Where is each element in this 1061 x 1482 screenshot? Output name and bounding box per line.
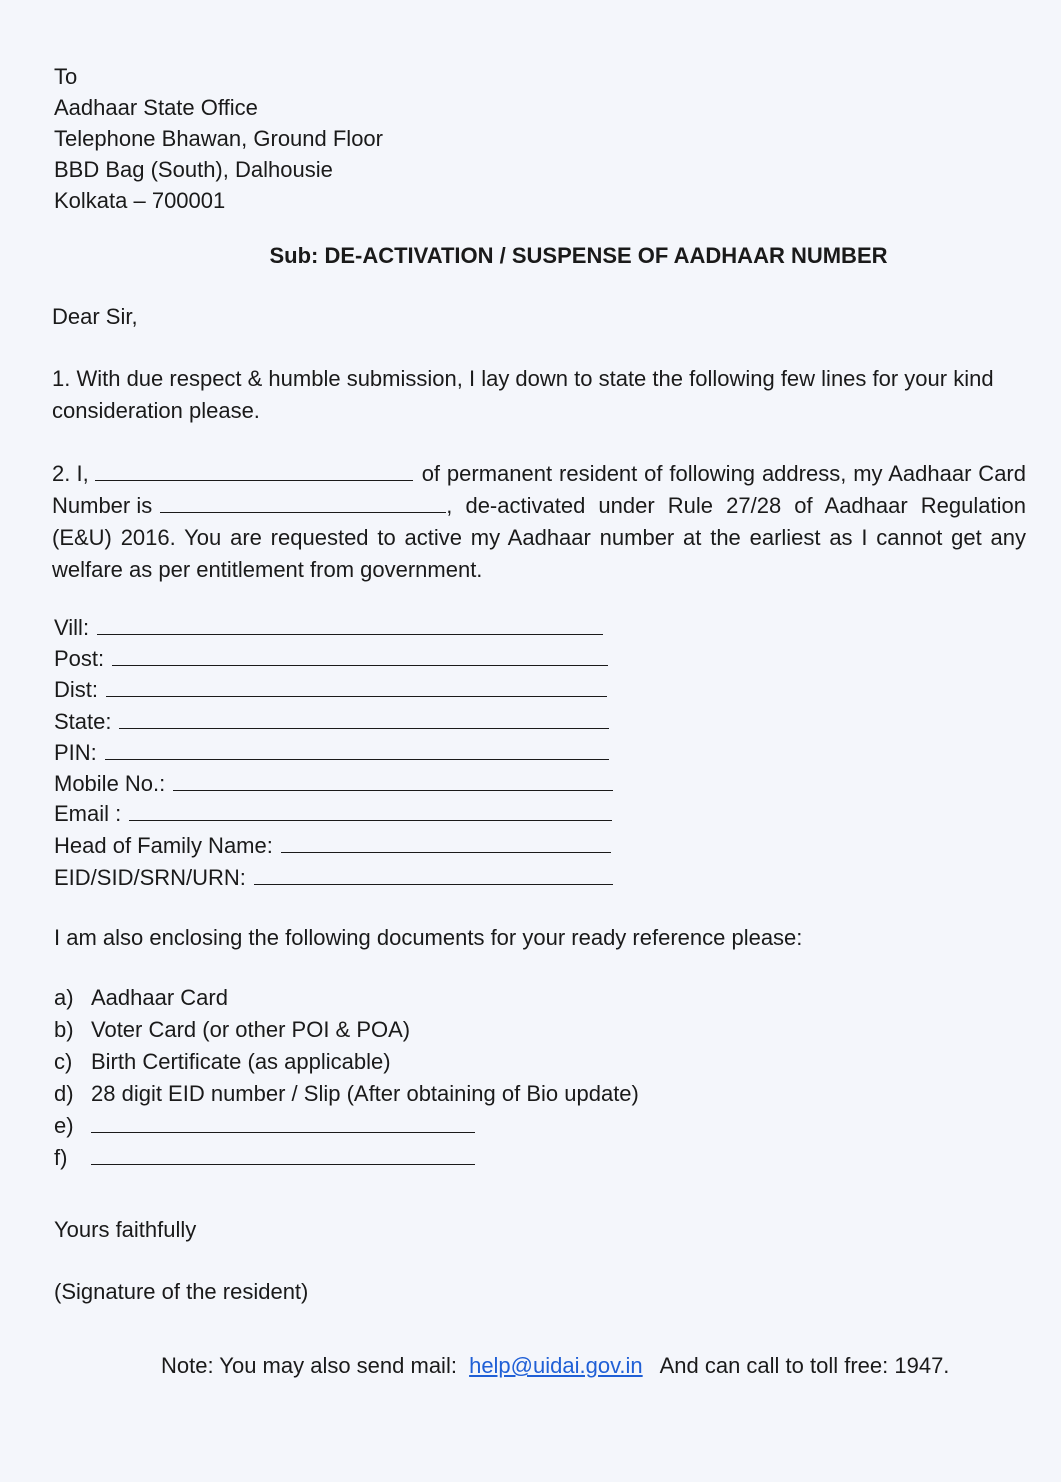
list-item	[54, 982, 639, 1014]
list-marker: a)	[54, 985, 74, 1010]
field-mobile	[54, 768, 613, 799]
para2-prefix: 2. I,	[52, 461, 89, 486]
field-label: Mobile No.:	[54, 771, 166, 796]
document-blank[interactable]	[91, 1144, 475, 1165]
field-vill	[54, 612, 603, 643]
field-line[interactable]	[173, 772, 613, 791]
address-line: BBD Bag (South), Dalhousie	[54, 157, 333, 182]
list-item	[54, 1142, 639, 1174]
footer-note	[161, 1353, 949, 1379]
address-line: Telephone Bhawan, Ground Floor	[54, 126, 383, 151]
field-label: Head of Family Name:	[54, 833, 273, 858]
list-item	[54, 1078, 639, 1110]
salutation: Dear Sir,	[52, 304, 138, 329]
name-blank[interactable]	[95, 460, 413, 481]
document-blank[interactable]	[91, 1112, 475, 1133]
field-label: Vill:	[54, 615, 90, 640]
field-label: Dist:	[54, 677, 98, 702]
field-eid	[54, 862, 613, 893]
field-line[interactable]	[281, 834, 611, 853]
address-line: Kolkata – 700001	[54, 188, 226, 213]
recipient-address	[54, 61, 383, 216]
closing: Yours faithfully	[54, 1217, 197, 1242]
field-line[interactable]	[97, 616, 603, 635]
list-item	[54, 1046, 639, 1078]
document-list	[54, 982, 639, 1174]
para2-after-name: of permanent resident of following address, my Aadhaar Card	[421, 461, 1026, 486]
paragraph-1: 1. With due respect & humble submission, I lay down to state the following few lines for your kind consideration please.	[52, 366, 994, 423]
field-post	[54, 643, 608, 674]
para2-after-number: , de-activated under Rule 27/28 of Aadhaar Regulation	[446, 493, 1026, 518]
list-marker: f)	[54, 1145, 68, 1170]
para2-number-label: Number is	[52, 493, 153, 518]
field-label: State:	[54, 709, 112, 734]
address-line: To	[54, 64, 78, 89]
list-item	[54, 1110, 639, 1142]
field-label: Post:	[54, 646, 105, 671]
field-label: Email :	[54, 801, 122, 826]
list-text: Birth Certificate (as applicable)	[91, 1049, 391, 1074]
field-state	[54, 706, 609, 737]
para2-rest: (E&U) 2016. You are requested to active my Aadhaar number at the earliest as I cannot get any welfare as per entitlement from government.	[52, 525, 1026, 582]
field-line[interactable]	[129, 802, 612, 821]
note-prefix: Note: You may also send mail:	[161, 1353, 457, 1378]
list-text: Aadhaar Card	[91, 985, 228, 1010]
note-suffix: And can call to toll free: 1947.	[659, 1353, 950, 1378]
field-head-of-family	[54, 830, 611, 861]
list-marker: b)	[54, 1017, 74, 1042]
list-marker: e)	[54, 1113, 74, 1138]
field-line[interactable]	[105, 741, 609, 760]
field-email	[54, 798, 612, 829]
field-line[interactable]	[106, 678, 607, 697]
field-line[interactable]	[119, 710, 609, 729]
signature-label: (Signature of the resident)	[54, 1279, 309, 1304]
list-marker: d)	[54, 1081, 74, 1106]
subject-line: Sub: DE-ACTIVATION / SUSPENSE OF AADHAAR NUMBER	[269, 243, 888, 268]
field-line[interactable]	[254, 866, 613, 885]
enclosing-text: I am also enclosing the following documents for your ready reference please:	[54, 925, 803, 950]
field-label: PIN:	[54, 740, 97, 765]
address-line: Aadhaar State Office	[54, 95, 258, 120]
field-label: EID/SID/SRN/URN:	[54, 865, 246, 890]
field-dist	[54, 674, 607, 705]
email-link[interactable]: help@uidai.gov.in	[469, 1353, 643, 1378]
list-text: Voter Card (or other POI & POA)	[91, 1017, 411, 1042]
aadhaar-number-blank[interactable]	[160, 492, 446, 513]
list-item	[54, 1014, 639, 1046]
paragraph-2	[52, 458, 1026, 586]
list-marker: c)	[54, 1049, 73, 1074]
field-pin	[54, 737, 609, 768]
field-line[interactable]	[112, 647, 608, 666]
list-text: 28 digit EID number / Slip (After obtaining of Bio update)	[91, 1081, 639, 1106]
